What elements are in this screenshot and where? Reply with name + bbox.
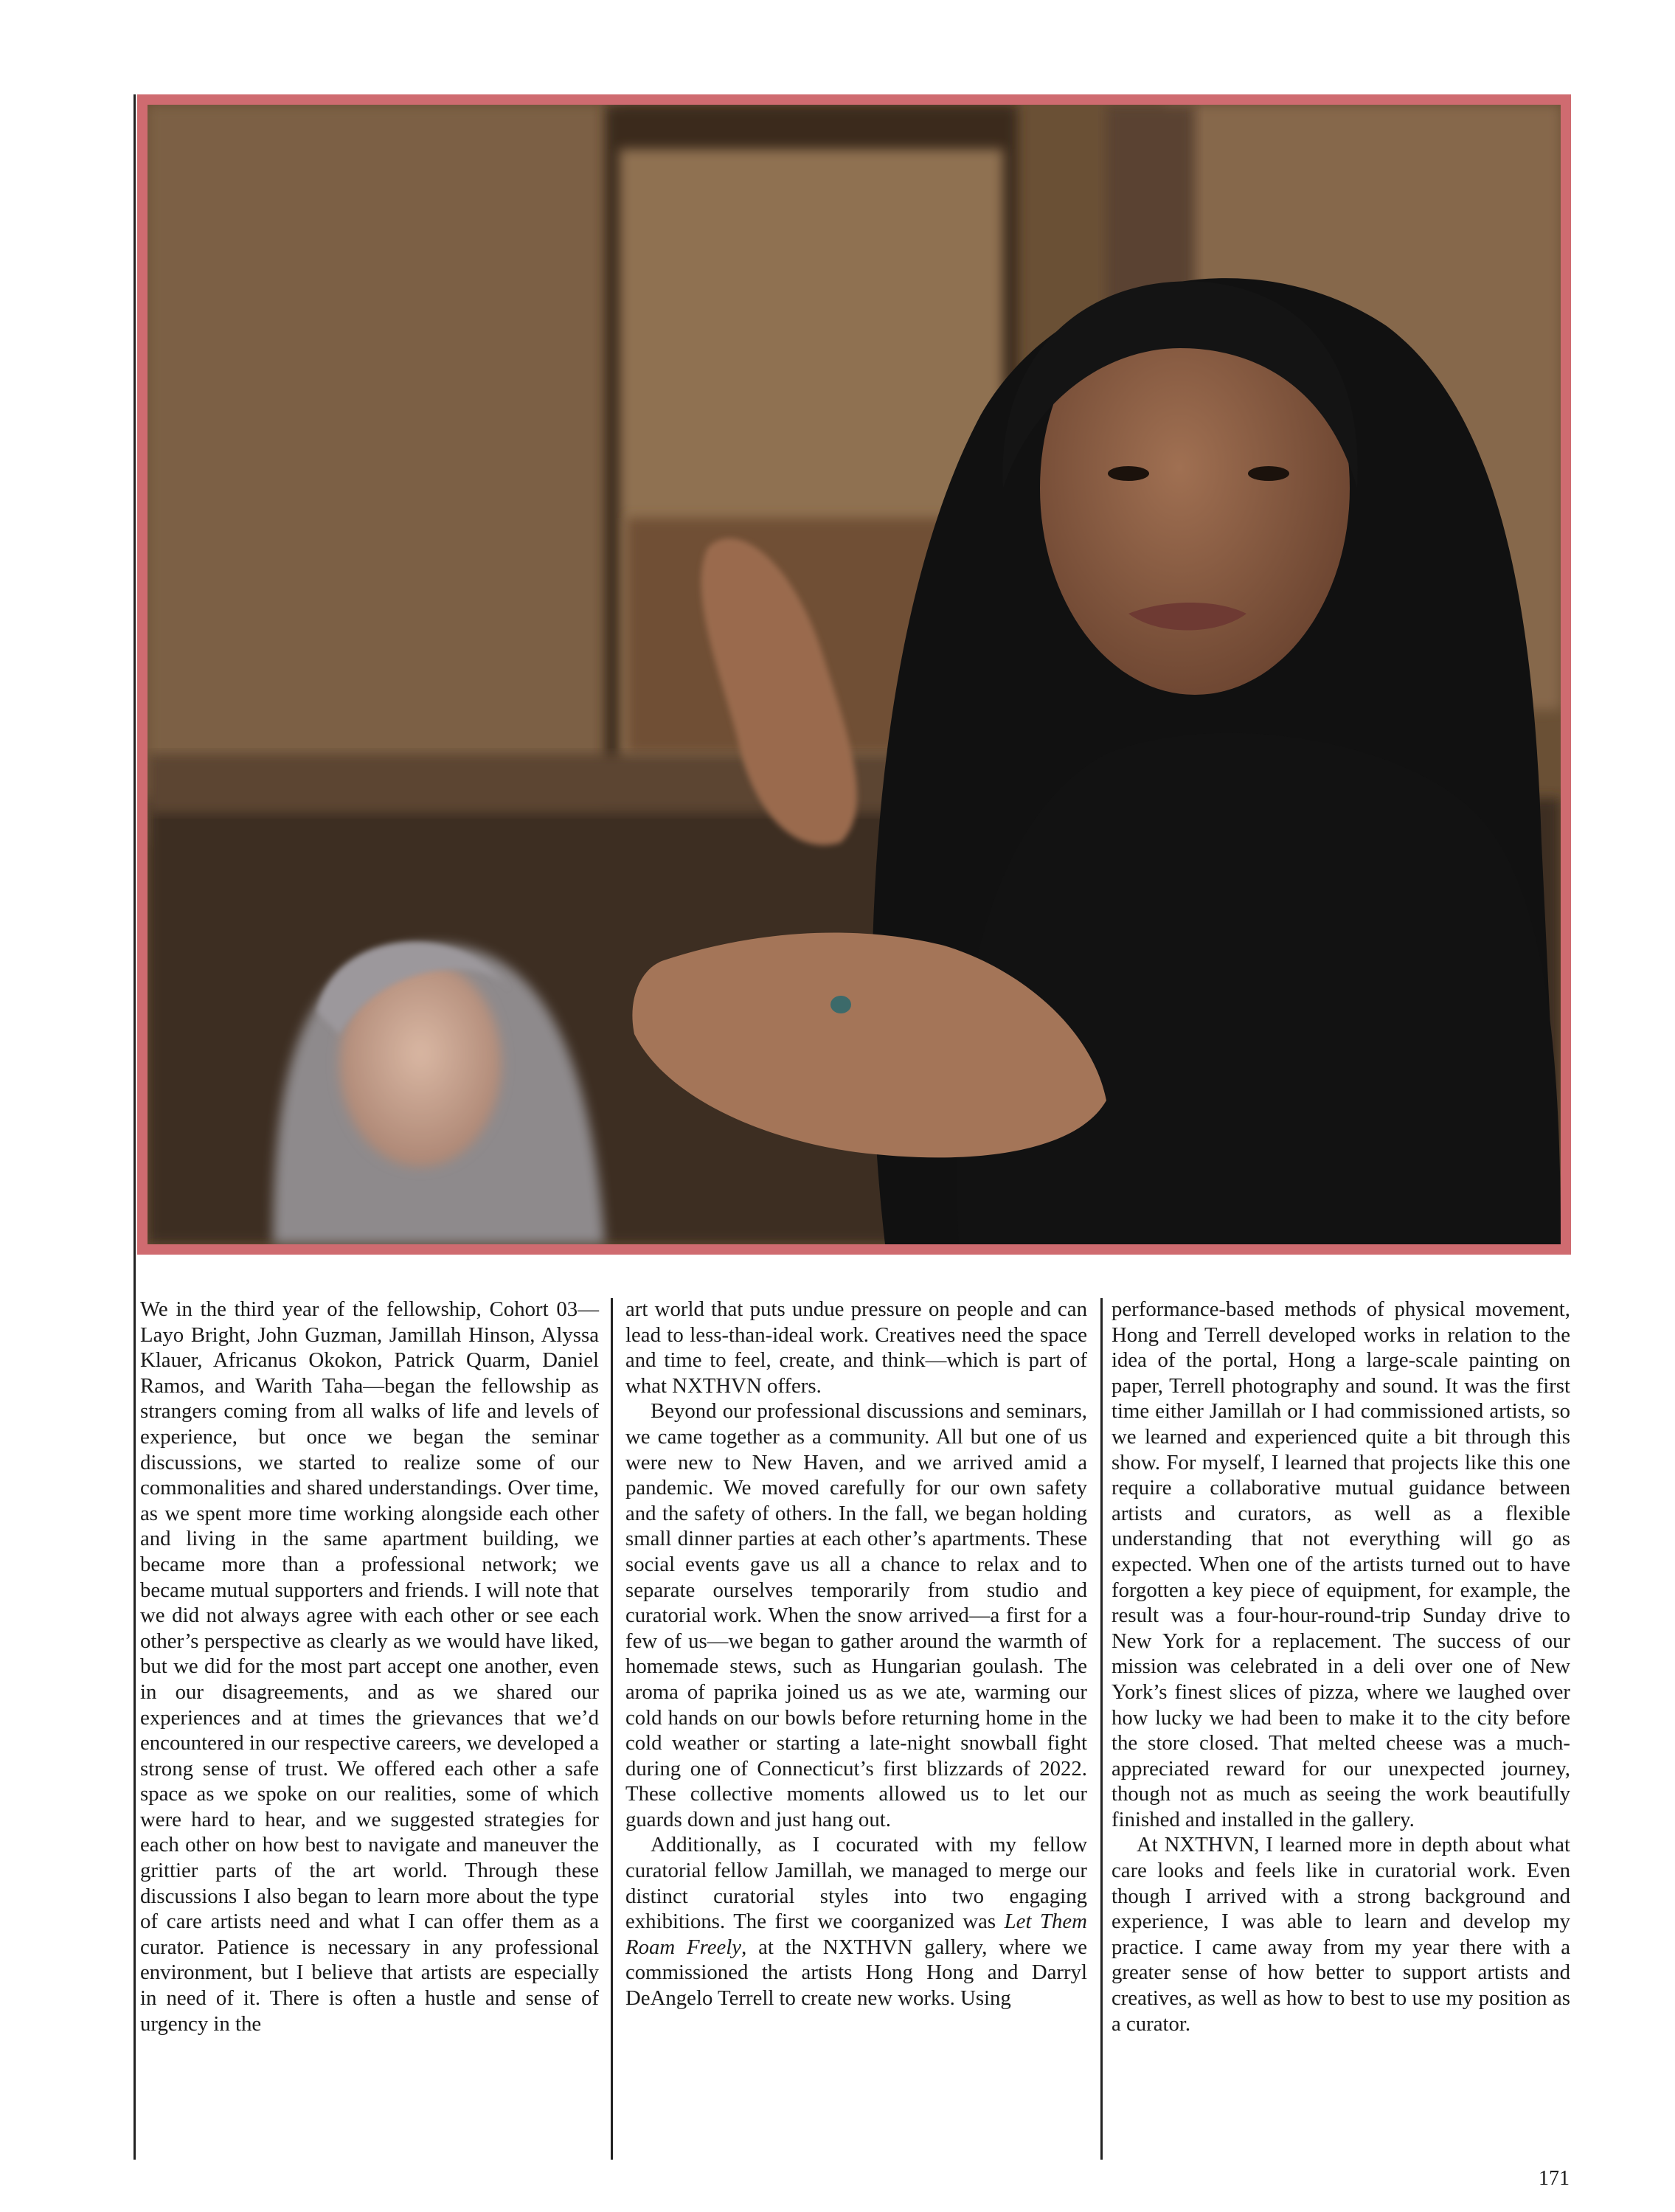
text-column-1: [140, 1297, 599, 2036]
exhibition-title: Let Them Roam Freely: [625, 1910, 1087, 1959]
paragraph: art world that puts undue pressure on people and can lead to less-than-ideal work. Creatives need the space and time to feel, create, and think—which is part of what NXTHVN offers.: [625, 1297, 1087, 1398]
column-rule-middle: [611, 1298, 613, 2160]
column-rule-right: [1100, 1298, 1103, 2160]
photo-frame: [137, 94, 1571, 1255]
paragraph: [625, 1832, 1087, 2011]
photo-illustration: [148, 105, 1561, 1244]
column-rule-left: [133, 94, 136, 2160]
page-number: 171: [1539, 2167, 1570, 2190]
text-column-3: [1112, 1297, 1570, 2036]
paragraph-text: Additionally, as I cocurated with my fellow curatorial fellow Jamillah, we managed to merge our distinct curatorial styles into two engaging exhibitions. The first we coorganized was: [625, 1833, 1087, 1934]
paragraph-text: , at the NXTHVN gallery, where we commissioned the artists Hong Hong and Darryl DeAngelo Terrell to create new works. Using: [625, 1935, 1087, 2011]
photograph-icon: [148, 105, 1561, 1244]
paragraph: At NXTHVN, I learned more in depth about what care looks and feels like in curatorial work. Even though I arrived with a strong background and experience, I was able to learn and develop my practice. I came away from my year there with a greater sense of how better to support artists and creatives, as well as how to best to use my position as a curator.: [1112, 1833, 1570, 2036]
paragraph: performance-based methods of physical movement, Hong and Terrell developed works in relation to the idea of the portal, Hong a large-scale painting on paper, Terrell photography and sound. It was the first time either Jamillah or I had commissioned artists, so we learned and experienced quite a bit through this show. For myself, I learned that projects like this one require a collaborative mutual guidance between artists and curators, as well as a flexible understanding that not everything will go as expected. When one of the artists turned out to have forgotten a key piece of equipment, for example, the result was a four-hour-round-trip Sunday drive to New York for a replacement. The success of our mission was celebrated in a deli over one of New York’s finest slices of pizza, where we laughed over how lucky we had been to make it to the city before the store closed. That melted cheese was a much-appreciated reward for our unexpected journey, though not as much as seeing the work beautifully finished and installed in the gallery.: [1112, 1297, 1570, 1831]
paragraph: We in the third year of the fellowship, Cohort 03—Layo Bright, John Guzman, Jamillah Hinson, Alyssa Klauer, Africanus Okokon, Patrick Quarm, Daniel Ramos, and Warith Taha—began the fellowship as strangers coming from all walks of life and levels of experience, but once we began the seminar discussions, we started to realize some of our commonalities and shared understandings. Over time, as we spent more time working alongside each other and living in the same apartment building, we became more than a professional network; we became mutual supporters and friends. I will note that we did not always agree with each other or see each other’s perspective as clearly as we would have liked, but we did for the most part accept one another, even in our disagreements, and as we shared our experiences and at times the grievances that we’d encountered in our respective careers, we developed a strong sense of trust. We offered each other a safe space as we spoke on our realities, some of which were hard to hear, and we suggested strategies for each other on how best to navigate and maneuver the grittier parts of the art world. Through these discussions I also began to learn more about the type of care artists need and what I can offer them as a curator. Patience is necessary in any professional environment, but I believe that artists are especially in need of it. There is often a hustle and sense of urgency in the: [140, 1297, 600, 2036]
text-column-2: [625, 1297, 1087, 2011]
paragraph: Beyond our professional discussions and seminars, we came together as a community. All but one of us were new to New Haven, and we arrived amid a pandemic. We moved carefully for our own safety and the safety of others. In the fall, we began holding small dinner parties at each other’s apartments. These social events gave us all a chance to relax and to separate ourselves temporarily from studio and curatorial work. When the snow arrived—a first for a few of us—we began to gather around the warmth of homemade stews, such as Hungarian goulash. The aroma of paprika joined us as we ate, warming our cold hands on our bowls before returning home in the cold weather or starting a late-night snowball fight during one of Connecticut’s first blizzards of 2022. These collective moments allowed us to let our guards down and just hang out.: [625, 1399, 1087, 1831]
